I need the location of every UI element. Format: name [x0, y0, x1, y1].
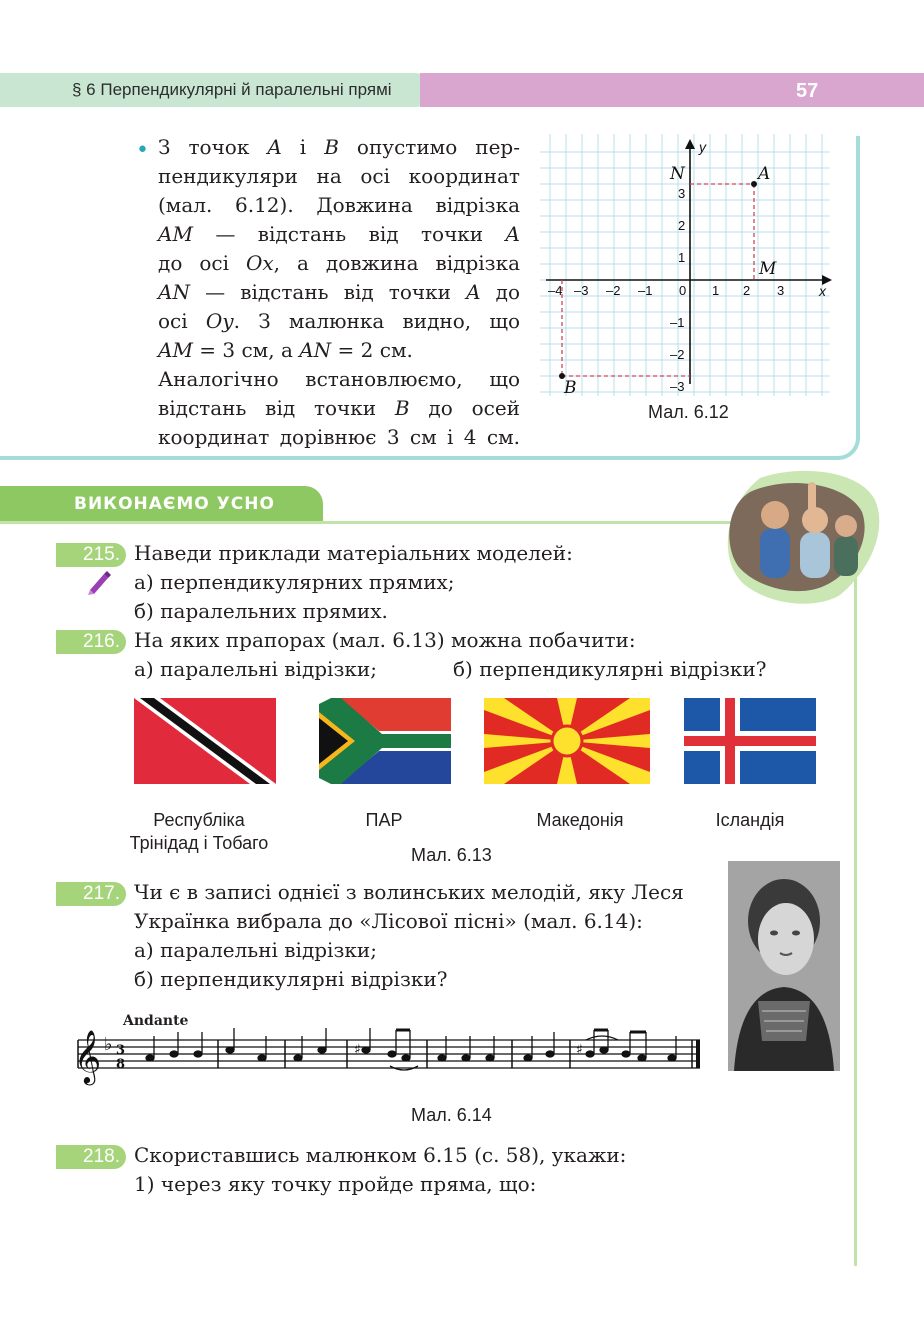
- flag-macedonia: [484, 698, 650, 784]
- person-head: [835, 515, 857, 537]
- origin-label: 0: [679, 283, 687, 298]
- task-218-line: 1) через яку точку пройде пряма, що:: [134, 1172, 537, 1196]
- y-tick-label: 2: [678, 218, 686, 233]
- task-217-line: б) перпендикулярні відрізки?: [134, 967, 448, 991]
- task-216-line: а) паралельні відрізки;: [134, 657, 377, 681]
- theory-line: З точок A і B опустимо пер-: [158, 135, 520, 159]
- y-tick-label: –1: [670, 315, 685, 330]
- task-217-line: Чи є в записі однієї з волинських мелодій, яку Леся: [134, 880, 684, 904]
- theory-line: до осі Ox, а довжина відрізка: [158, 251, 520, 275]
- x-tick-label: 1: [712, 283, 720, 298]
- oral-section-title: ВИКОНАЄМО УСНО: [74, 494, 275, 514]
- students-photo: [720, 470, 880, 610]
- portrait-photo: [728, 861, 840, 1071]
- theory-line: AM = 3 см, а AN = 2 см.: [158, 338, 413, 362]
- person-shape: [800, 532, 830, 578]
- y-tick-label: 1: [678, 250, 686, 265]
- task-number-215: 215.: [56, 543, 126, 567]
- flag-label-macedonia: Македонія: [536, 810, 624, 830]
- y-tick-label: –3: [670, 379, 685, 394]
- theory-line: відстань від точки B до осей: [158, 396, 520, 420]
- point-label-n: N: [670, 164, 685, 184]
- raised-arm: [808, 482, 816, 516]
- theory-line: координат дорівнює 3 см і 4 см.: [158, 425, 520, 449]
- theory-line: осі Oy. З малюнка видно, що: [158, 309, 520, 333]
- flag-label-trinidad: Трінідад і Тобаго: [129, 833, 269, 853]
- right-margin-rule: [854, 560, 857, 1266]
- theory-line: Аналогічно встановлюємо, що: [158, 367, 520, 391]
- x-tick-label: –3: [574, 283, 589, 298]
- theory-line: AM — відстань від точки A: [158, 222, 520, 246]
- person-head: [761, 501, 789, 529]
- theory-line: AN — відстань від точки A до: [158, 280, 521, 304]
- x-tick-label: –1: [638, 283, 653, 298]
- oral-section-rule: [0, 521, 770, 524]
- task-number-218: 218.: [56, 1145, 126, 1169]
- flag-iceland: [684, 698, 816, 784]
- grid: [540, 134, 830, 396]
- sharp-icon: ♯: [354, 1042, 361, 1058]
- pen-icon: [86, 568, 112, 596]
- task-number-216: 216.: [56, 630, 126, 654]
- task-218-line: Скориставшись малюнком 6.15 (с. 58), укажи:: [134, 1143, 627, 1167]
- task-217-line: а) паралельні відрізки;: [134, 938, 377, 962]
- y-axis-label: y: [699, 139, 706, 155]
- tempo-marking: Andante: [123, 1013, 189, 1029]
- theory-line: пендикуляри на осі координат: [158, 164, 520, 188]
- sharp-icon: ♯: [576, 1042, 583, 1058]
- flag-south-africa: [319, 698, 451, 784]
- coordinate-plane: [540, 134, 840, 400]
- task-215-line: б) паралельних прямих.: [134, 599, 388, 623]
- point-label-b: B: [564, 378, 577, 398]
- x-tick-label: –2: [606, 283, 621, 298]
- y-tick-label: 3: [678, 186, 686, 201]
- music-score: [70, 1010, 704, 1090]
- person-shape: [760, 528, 790, 578]
- flag-label-trinidad: Республіка: [153, 810, 245, 830]
- time-signature-icon: 8: [116, 1057, 126, 1072]
- page-number: 57: [796, 80, 819, 102]
- point-label-a: A: [758, 164, 771, 184]
- task-215-line: а) перпендикулярних прямих;: [134, 570, 455, 594]
- header-right-band: [420, 73, 924, 107]
- figure-caption: Мал. 6.12: [648, 402, 729, 422]
- x-tick-label: 3: [777, 283, 785, 298]
- task-217-line: Українка вибрала до «Лісової пісні» (мал. 6.14):: [134, 909, 643, 933]
- time-signature-icon: 3: [116, 1043, 126, 1058]
- y-tick-label: –2: [670, 347, 685, 362]
- section-title: § 6 Перпендикулярні й паралельні прямі: [72, 80, 392, 99]
- x-axis-label: x: [819, 283, 826, 299]
- flag-label-sar: ПАР: [365, 810, 403, 830]
- person-shape: [834, 536, 858, 576]
- point-a: [751, 181, 757, 187]
- point-label-m: M: [759, 259, 777, 279]
- theory-text: [158, 133, 520, 452]
- task-216-line: б) перпендикулярні відрізки?: [453, 657, 767, 681]
- task-216-line: На яких прапорах (мал. 6.13) можна побачити:: [134, 628, 636, 652]
- theory-line: (мал. 6.12). Довжина відрізка: [158, 193, 520, 217]
- bullet-icon: •: [136, 138, 149, 163]
- x-tick-label: 2: [743, 283, 751, 298]
- flag-trinidad-tobago: [134, 698, 276, 784]
- task-number-217: 217.: [56, 882, 126, 906]
- x-tick-label: –4: [548, 283, 563, 298]
- treble-clef-icon: 𝄞: [74, 1029, 102, 1083]
- figure-caption: Мал. 6.13: [411, 845, 492, 865]
- flag-label-iceland: Ісландія: [715, 810, 785, 830]
- flat-icon: ♭: [104, 1034, 113, 1055]
- figure-caption: Мал. 6.14: [411, 1105, 492, 1125]
- task-215-line: Наведи приклади матеріальних моделей:: [134, 541, 573, 565]
